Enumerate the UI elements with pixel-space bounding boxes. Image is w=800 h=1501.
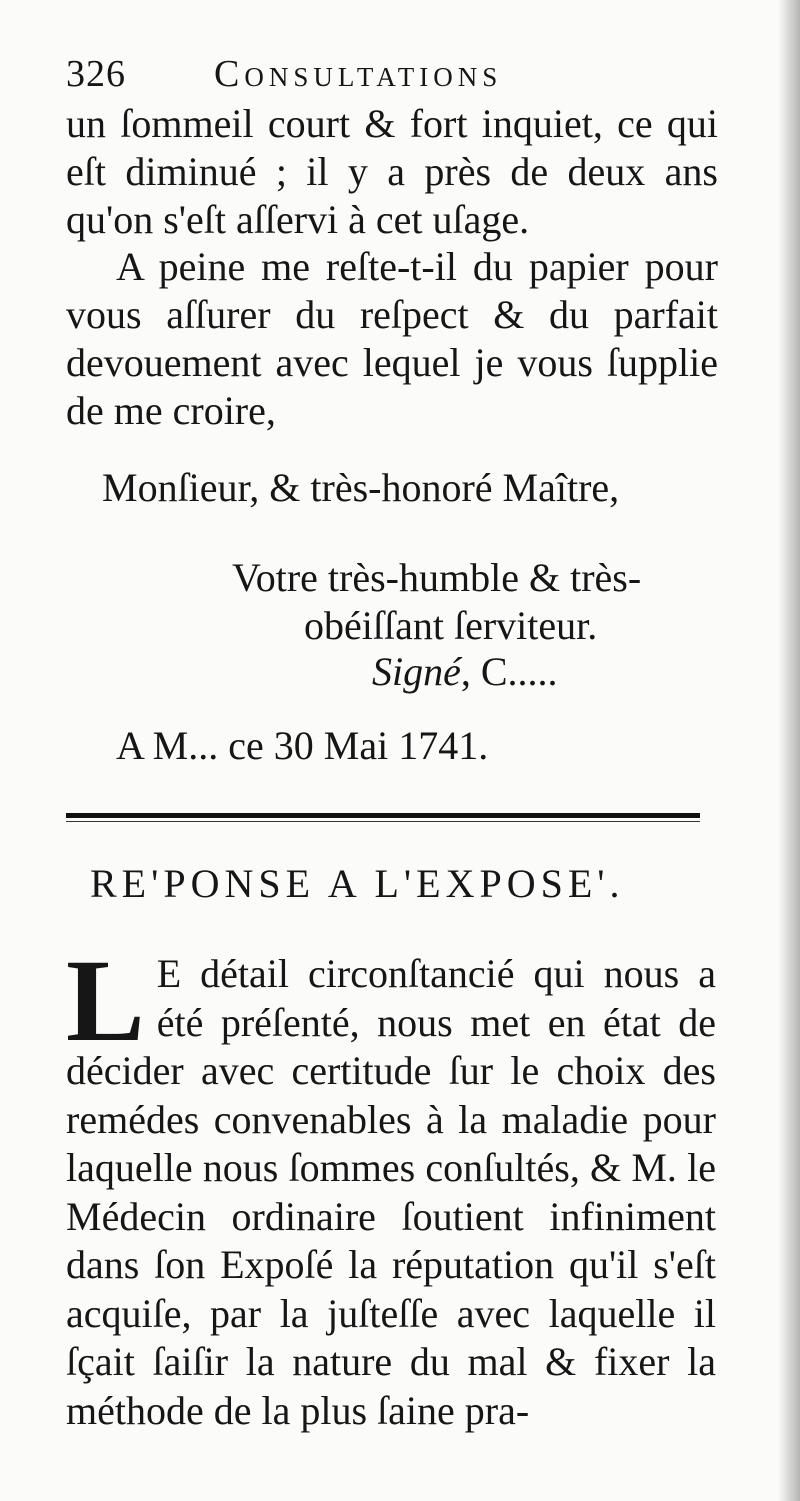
divider-thick-line <box>66 813 700 818</box>
section-body-text: E détail circonſtancié qui nous a été préſenté, nous met en état de décider avec certitude ſur le choix des remédes convenables à la maladie pour laquelle nous ſommes conſultés, & M. le Médecin ordinaire ſoutient infiniment dans ſon Expoſé la réputation qu'il s'eſt acquiſe, par la juſteſſe avec laquelle il ſçait ſaiſir la nature du mal & fixer la méthode de la plus ſaine pra- <box>66 951 716 1433</box>
page-number: 326 <box>66 53 126 95</box>
closing-line-2: obéiſſant ſerviteur. <box>304 603 598 648</box>
running-head <box>66 50 718 98</box>
letter-signature <box>372 648 558 696</box>
section-divider <box>66 813 700 822</box>
signature-label: Signé <box>372 649 461 694</box>
running-head-title: Consultations <box>214 53 503 95</box>
letter-paragraph-1: un ſommeil court & fort inquiet, ce qui eſt diminué ; il y a près de deux ans qu'on s'eſt aſſervi à cet uſage. <box>66 101 718 242</box>
drop-cap: L <box>66 935 145 1066</box>
letter-closing <box>232 554 720 650</box>
letter-date-line: A M... ce 30 Mai 1741. <box>116 723 489 768</box>
letter-paragraph-2: A peine me reſte-t-il du papier pour vous aſſurer du reſpect & du parfait devouement avec lequel je vous ſupplie de me croire, <box>66 244 718 433</box>
section-body <box>66 935 716 1435</box>
divider-thin-line <box>66 821 700 822</box>
section-heading: RE'PONSE A L'EXPOSE'. <box>90 861 625 906</box>
letter-salutation: Monſieur, & très-honoré Maître, <box>102 465 620 510</box>
signature-name: , C..... <box>460 649 558 694</box>
closing-line-1: Votre très-humble & très- <box>232 555 642 600</box>
